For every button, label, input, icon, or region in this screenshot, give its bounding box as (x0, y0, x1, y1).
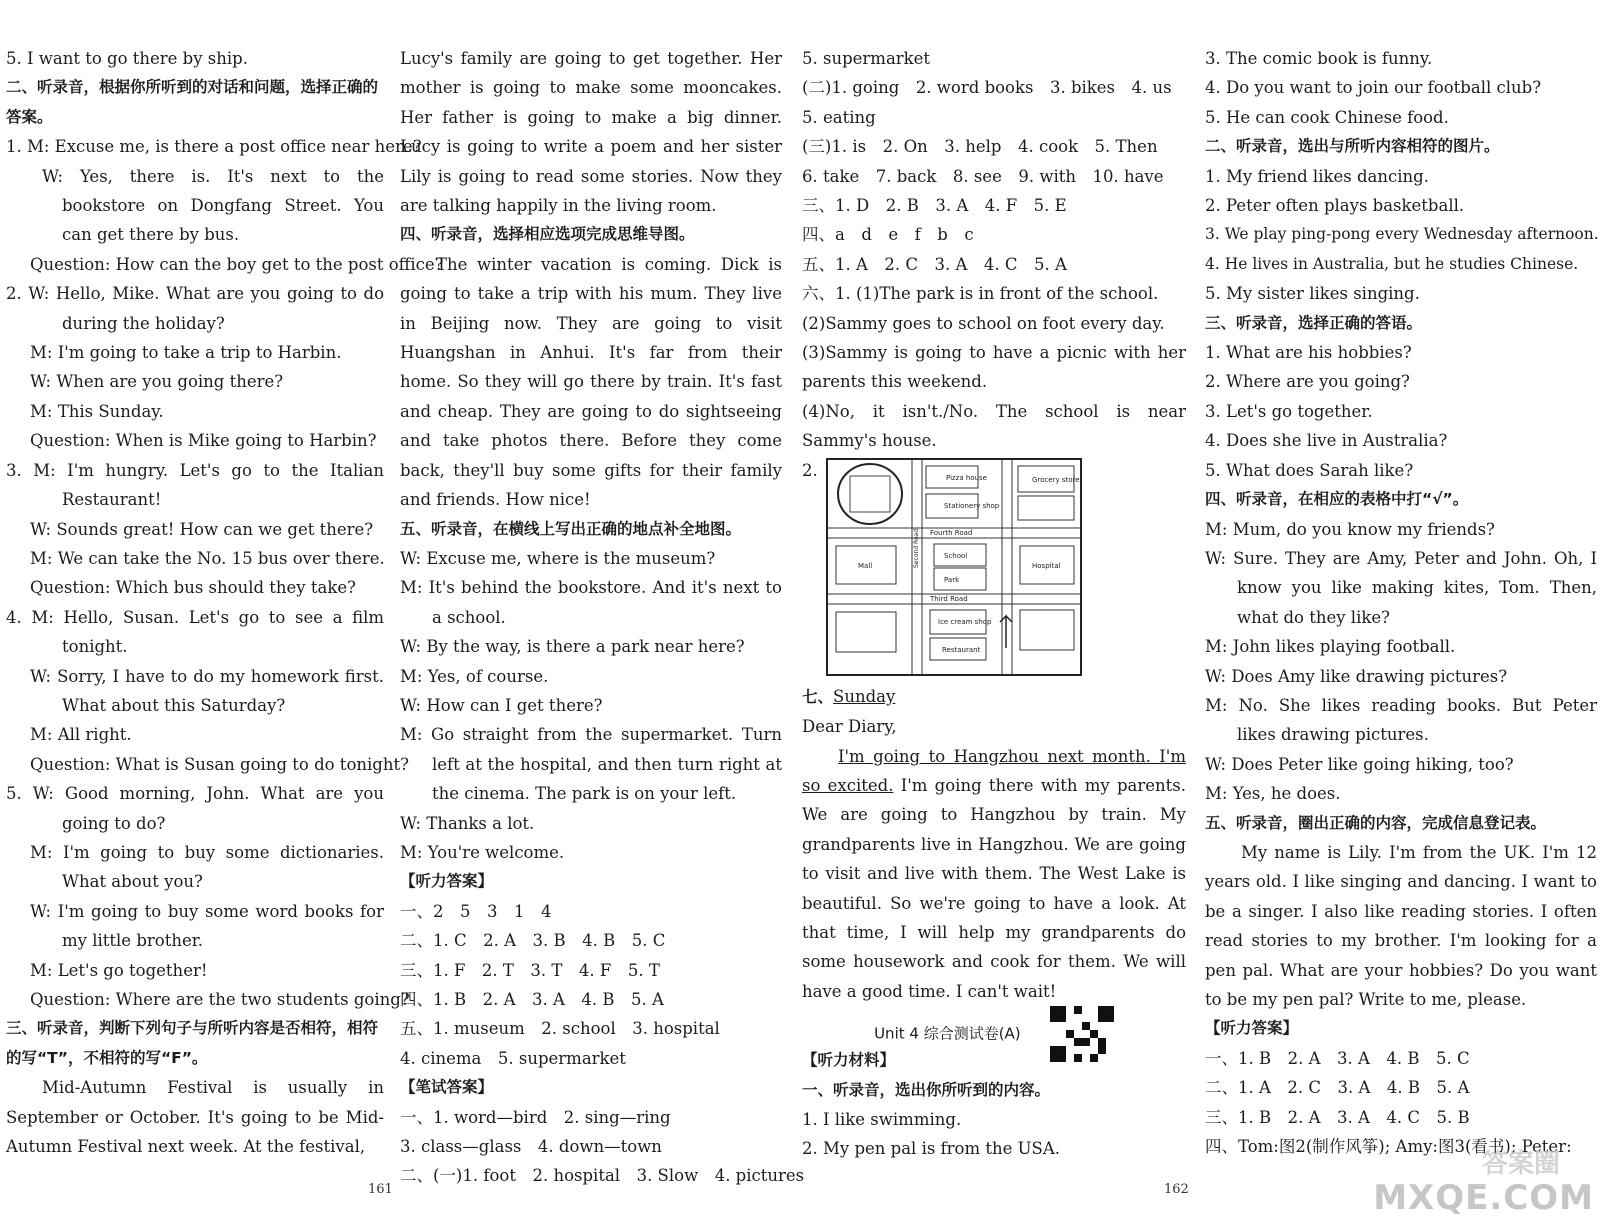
answer-heading: 【听力答案】 (1205, 1019, 1299, 1038)
section-heading: 三、听录音，判断下列句子与所听内容是否相符，相符的写“T”，不相符的写“F”。 (6, 1019, 379, 1067)
paragraph: Lucy's family are going to get together. Her mother is going to make some mooncakes. Her father is going to make a big dinner. Lucy is going to write a poem and her sister Lily is going to read some stories. Now they are talking happily in the living room. (400, 49, 782, 216)
answer-line: 四、Tom:图2(制作风筝); Amy:图3(看书); Peter: (1205, 1137, 1572, 1157)
answer-line: (二)1. going 2. word books 3. bikes 4. us (802, 78, 1172, 98)
listening-line: 2. My pen pal is from the USA. (802, 1139, 1061, 1159)
map-road-label: Fourth Road (930, 528, 973, 537)
line: 5. I want to go there by ship. (6, 49, 248, 68)
diary-underlined: I'm going to Hangzhou next month. I'm so excited. (802, 746, 1186, 795)
map-building (850, 476, 890, 512)
dialogue-line: W: When are you going there? (30, 372, 284, 392)
dialogue-line: W: Yes, there is. It's next to the bookstore on Dongfang Street. You can get there by bus. (42, 166, 384, 245)
paragraph: My name is Lily. I'm from the UK. I'm 12 years old. I like singing and dancing. I want to be a singer. I also like reading stories. I often read stories to my brother. I'm looking for a pen pal. What are your hobbies? Do you want to be my pen pal? Write to me, please. (1205, 842, 1597, 1009)
map-label: Hospital (1032, 561, 1061, 570)
column-4 (1205, 44, 1597, 1161)
dialogue-line: 4. M: Hello, Susan. Let's go to see a film tonight. (6, 607, 384, 657)
unit-title: Unit 4 综合测试卷(A) (874, 1024, 1021, 1043)
map-road-label: Third Road (930, 594, 968, 603)
section-heading: 五、听录音，在横线上写出正确的地点补全地图。 (400, 519, 742, 538)
section-heading: 四、听录音，选择相应选项完成思维导图。 (400, 225, 695, 244)
answer-line: 6. take 7. back 8. see 9. with 10. have (802, 166, 1164, 186)
dialogue-line: M: It's behind the bookstore. And it's next to a school. (400, 578, 782, 627)
map-label: Restaurant (942, 645, 981, 654)
map-label: Park (944, 575, 960, 584)
column-1 (6, 44, 444, 1161)
answer-line: 四、1. B 2. A 3. A 4. B 5. A (400, 990, 664, 1009)
question-line: Question: When is Mike going to Harbin? (30, 431, 377, 451)
answer-line: 二、1. A 2. C 3. A 4. B 5. A (1205, 1078, 1470, 1098)
dialogue-line: W: Sounds great! How can we get there? (30, 519, 374, 539)
listening-line: 5. He can cook Chinese food. (1205, 107, 1449, 127)
dialogue-line: 5. W: Good morning, John. What are you going to do? (6, 784, 384, 833)
answer-line: 三、1. F 2. T 3. T 4. F 5. T (400, 960, 660, 980)
section-heading: 二、听录音，选出与所听内容相符的图片。 (1205, 137, 1500, 156)
dialogue-line: M: Let's go together! (30, 960, 208, 980)
answer-line: 五、1. museum 2. school 3. hospital (400, 1019, 720, 1039)
listening-line: 4. Does she live in Australia? (1205, 431, 1448, 451)
dialogue-line: M: No. She likes reading books. But Peter likes drawing pictures. (1205, 695, 1597, 745)
paragraph: Mid-Autumn Festival is usually in September or October. It's going to be Mid-Autumn Festival next week. At the festival, (6, 1078, 384, 1157)
answer-line: (三)1. is 2. On 3. help 4. cook 5. Then (802, 137, 1158, 157)
section-heading: 五、听录音，圈出正确的内容，完成信息登记表。 (1205, 813, 1547, 832)
column-2 (400, 44, 805, 1191)
map-circle (838, 464, 902, 524)
question-line: Question: Where are the two students going? (30, 990, 410, 1009)
dialogue-line: M: Yes, he does. (1205, 784, 1341, 804)
map-figure (826, 458, 1082, 676)
listening-line: 5. What does Sarah like? (1205, 460, 1414, 480)
dialogue-line: W: Excuse me, where is the museum? (400, 548, 716, 568)
listening-line: 4. Do you want to join our football club? (1205, 78, 1542, 98)
page-number: 162 (1164, 1182, 1189, 1197)
section-number: 七、 (802, 687, 834, 706)
map-road-label: Second Road (913, 528, 920, 568)
dialogue-line: W: Sorry, I have to do my homework first. What about this Saturday? (30, 666, 384, 715)
answer-line: 3. class—glass 4. down—town (400, 1137, 662, 1157)
dialogue-line: W: How can I get there? (400, 695, 603, 715)
listening-line: 1. What are his hobbies? (1205, 343, 1412, 363)
listening-line: 1. My friend likes dancing. (1205, 166, 1429, 186)
listening-line: 1. I like swimming. (802, 1109, 962, 1129)
answer-line: 5. supermarket (802, 49, 931, 68)
listening-line: 4. He lives in Australia, but he studies Chinese. (1205, 254, 1579, 273)
listening-line: 3. Let's go together. (1205, 401, 1373, 421)
dialogue-line: M: I'm going to take a trip to Harbin. (30, 343, 342, 363)
watermark-logo: 答案圈 (1481, 1149, 1560, 1179)
map-label: Grocery store (1032, 475, 1080, 484)
dialogue-line: 3. M: I'm hungry. Let's go to the Italian Restaurant! (6, 460, 384, 510)
answer-line: 4. cinema 5. supermarket (400, 1048, 626, 1068)
dialogue-line: W: Does Peter like going hiking, too? (1205, 754, 1514, 774)
dialogue-line: M: John likes playing football. (1205, 637, 1456, 657)
watermark-url: MXQE.COM (1373, 1178, 1594, 1218)
unit-title-row (802, 1006, 1186, 1046)
section-heading: 四、听录音，在相应的表格中打“√”。 (1205, 490, 1469, 509)
dialogue-line: W: By the way, is there a park near here? (400, 637, 745, 657)
dialogue-line: W: Sure. They are Amy, Peter and John. Oh, I know you like making kites, Tom. Then, what do they like? (1205, 548, 1597, 627)
dialogue-line: M: You're welcome. (400, 842, 565, 862)
answer-line: 三、1. B 2. A 3. A 4. C 5. B (1205, 1107, 1470, 1127)
page-number: 161 (368, 1182, 393, 1197)
map-answer (802, 456, 1186, 682)
column-3 (802, 44, 1186, 1164)
answer-line: 四、a d e f b c (802, 225, 974, 245)
dialogue-line: W: Thanks a lot. (400, 813, 535, 833)
dialogue-line: M: I'm going to buy some dictionaries. What about you? (30, 842, 384, 892)
question-line: Question: Which bus should they take? (30, 578, 356, 598)
map-label: Pizza house (946, 473, 987, 482)
answer-line: (4)No, it isn't./No. The school is near Sammy's house. (802, 401, 1186, 451)
qr-code-icon (1050, 1006, 1114, 1062)
listening-line: 5. My sister likes singing. (1205, 284, 1420, 304)
dialogue-line: W: Does Amy like drawing pictures? (1205, 666, 1508, 686)
map-label: Mall (858, 561, 873, 570)
map-label: Ice cream shop (938, 617, 992, 626)
diary-body (802, 742, 1186, 1007)
answer-line: 六、1. (1)The park is in front of the school. (802, 284, 1159, 304)
question-line: Question: How can the boy get to the post office? (30, 254, 444, 274)
answer-line: 5. eating (802, 107, 876, 127)
listening-line: 2. Peter often plays basketball. (1205, 196, 1465, 216)
dialogue-line: M: This Sunday. (30, 401, 164, 421)
dialogue-line: M: Go straight from the supermarket. Turn left at the hospital, and then turn right at the cinema. The park is on your left. (400, 725, 782, 804)
answer-line: (3)Sammy is going to have a picnic with her parents this weekend. (802, 343, 1186, 392)
answer-line: 一、2 5 3 1 4 (400, 901, 552, 921)
section-heading: 二、听录音，根据你所听到的对话和问题，选择正确的答案。 (6, 78, 379, 126)
paragraph: The winter vacation is coming. Dick is going to take a trip with his mum. They live in Beijing now. They are going to visit Huangshan in Anhui. It's far from their home. So they will go there by train. It's fast and cheap. They are going to do sightseeing and take photos there. Before they come back, they'll buy some gifts for their family and friends. How nice! (400, 254, 782, 510)
line: 1. M: Excuse me, is there a post office near here? (6, 137, 422, 157)
diary-greeting: Dear Diary, (802, 717, 897, 737)
dialogue-line: M: All right. (30, 725, 132, 745)
map-label: School (944, 551, 968, 560)
listening-line: 2. Where are you going? (1205, 372, 1410, 392)
listening-line: 3. The comic book is funny. (1205, 49, 1433, 68)
dialogue-line: M: Mum, do you know my friends? (1205, 519, 1495, 539)
listening-line: 3. We play ping-pong every Wednesday afternoon. (1205, 225, 1599, 244)
dialogue-line: W: I'm going to buy some word books for my little brother. (30, 901, 384, 951)
answer-heading: 【听力答案】 (400, 872, 494, 891)
answer-line: 一、1. word—bird 2. sing—ring (400, 1107, 671, 1127)
answer-line: 五、1. A 2. C 3. A 4. C 5. A (802, 254, 1067, 274)
section-heading: 【听力材料】 (802, 1051, 896, 1070)
diary-text: I'm going there with my parents. We are going to Hangzhou by train. My grandparents live in Hangzhou. We are going to visit and live with them. The West Lake is beautiful. So we're going to have a look. At that time, I will help my grandparents do some housework and cook for them. We will have a good time. I can't wait! (802, 775, 1186, 1001)
dialogue-line: M: We can take the No. 15 bus over there. (30, 548, 385, 568)
question-line: Question: What is Susan going to do tonight? (30, 754, 409, 774)
answer-line: (2)Sammy goes to school on foot every day. (802, 313, 1165, 333)
map-number: 2. (802, 460, 818, 480)
map-label: Stationery shop (944, 501, 1000, 510)
diary-date-line (802, 682, 1186, 712)
dialogue-line: 2. W: Hello, Mike. What are you going to do during the holiday? (6, 284, 384, 333)
section-heading: 三、听录音，选择正确的答语。 (1205, 313, 1423, 332)
answer-line: 三、1. D 2. B 3. A 4. F 5. E (802, 196, 1067, 216)
diary-date: Sunday (833, 686, 896, 706)
answer-line: 一、1. B 2. A 3. A 4. B 5. C (1205, 1048, 1470, 1068)
answer-line: 二、1. C 2. A 3. B 4. B 5. C (400, 931, 666, 951)
dialogue-line: M: Yes, of course. (400, 666, 549, 686)
section-heading: 一、听录音，选出你所听到的内容。 (802, 1080, 1051, 1099)
answer-line: 二、(一)1. foot 2. hospital 3. Slow 4. pictures (400, 1166, 805, 1186)
answer-heading: 【笔试答案】 (400, 1078, 494, 1097)
